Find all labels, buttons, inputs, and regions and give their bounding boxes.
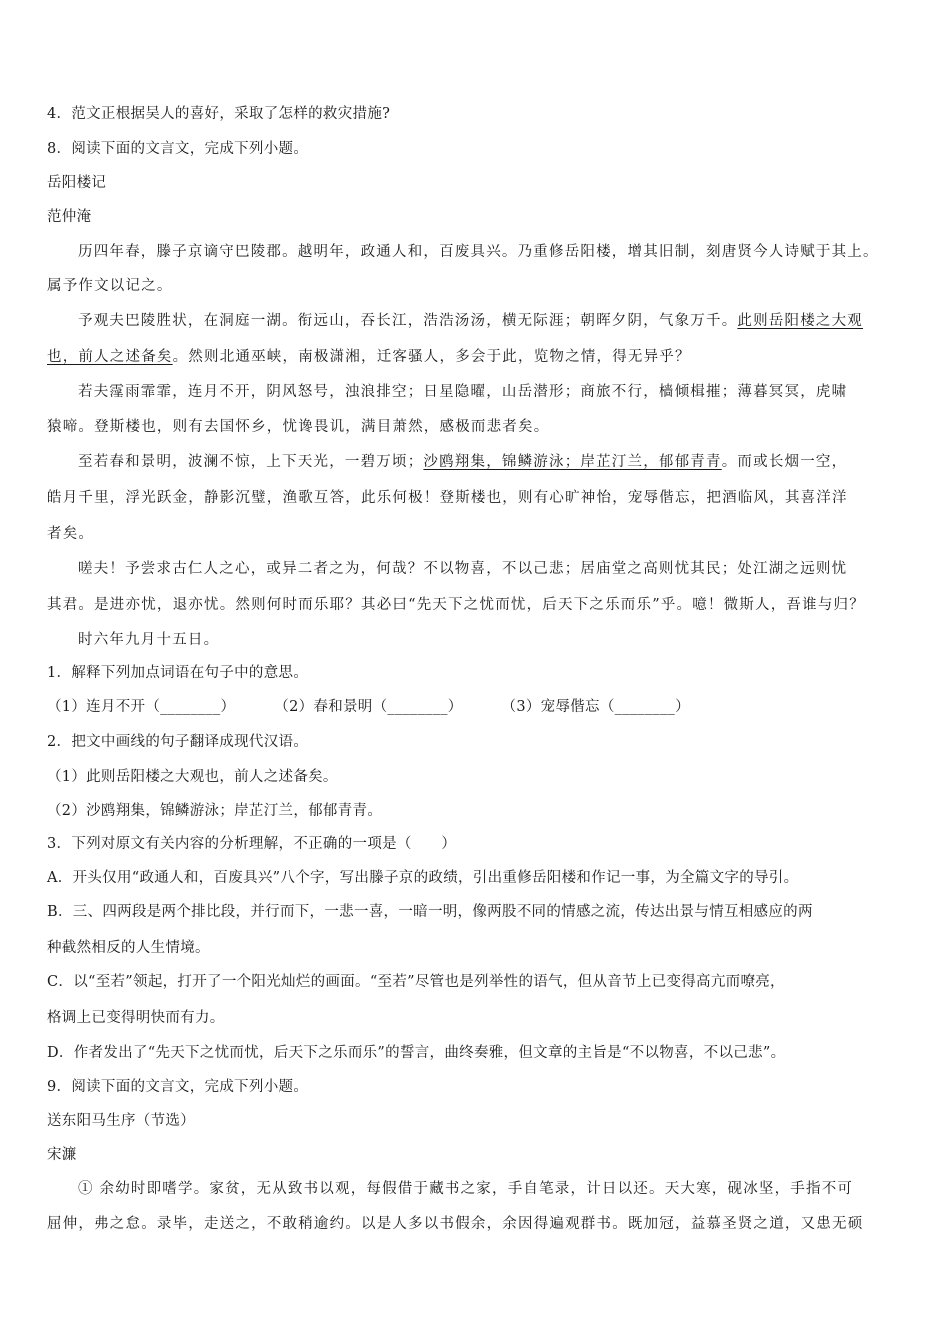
passage-paragraph-3-line-2: 猿啼。登斯楼也，则有去国怀乡，忧谗畏讥，满目萧然，感极而悲者矣。 <box>47 419 550 435</box>
subquestion-2: 2．把文中画线的句子翻译成现代汉语。 <box>47 734 309 750</box>
passage-2-paragraph-1-line-1: ① 余幼时即嗜学。家贫，无从致书以观，每假借于藏书之家，手自笔录，计日以还。天大寒，砚冰坚，手指不可 <box>78 1181 854 1197</box>
item-3-label: （3）宠辱偕忘（ <box>501 699 615 715</box>
passage-2-title: 送东阳马生序（节选） <box>47 1113 195 1129</box>
passage-2-author: 宋濂 <box>47 1147 77 1163</box>
answer-blank-1[interactable]: ________ <box>160 699 221 715</box>
passage-title: 岳阳楼记 <box>47 175 107 191</box>
question-9-intro: 9．阅读下面的文言文，完成下列小题。 <box>47 1079 309 1095</box>
option-a: A．开头仅用“政通人和，百废具兴”八个字，写出滕子京的政绩，引出重修岳阳楼和作记一事，为全篇文字的导引。 <box>47 870 799 886</box>
item-1-label: （1）连月不开（ <box>47 699 161 715</box>
subquestion-1: 1．解释下列加点词语在句子中的意思。 <box>47 665 309 681</box>
passage-2-paragraph-1-line-2: 屈伸，弗之怠。录毕，走送之，不敢稍逾约。以是人多以书假余，余因得遍观群书。既加冠，益慕圣贤之道，又患无硕 <box>47 1216 864 1232</box>
passage-paragraph-4-line-2: 皓月千里，浮光跃金，静影沉璧，渔歌互答，此乐何极！登斯楼也，则有心旷神怡，宠辱偕忘，把酒临风，其喜洋洋 <box>47 490 848 506</box>
underlined-sentence: 也，前人之述备矣 <box>47 349 173 365</box>
paragraph-text: 。而或长烟一空， <box>721 454 848 470</box>
passage-paragraph-1-line-1: 历四年春，滕子京谪守巴陵郡。越明年，政通人和，百废具兴。乃重修岳阳楼，增其旧制，刻唐贤今人诗赋于其上。 <box>78 244 879 260</box>
passage-paragraph-4-line-1 <box>78 450 847 471</box>
question-4: 4．范文正根据吴人的喜好，采取了怎样的救灾措施? <box>47 106 391 122</box>
passage-paragraph-3-line-1: 若夫霪雨霏霏，连月不开，阴风怒号，浊浪排空；日星隐曜，山岳潜形；商旅不行，樯倾楫摧；薄暮冥冥，虎啸 <box>78 384 848 400</box>
subquestion-1-items <box>47 695 690 716</box>
passage-paragraph-5-line-1: 嗟夫！予尝求古仁人之心，或异二者之为，何哉？不以物喜，不以己悲；居庙堂之高则忧其民；处江湖之远则忧 <box>78 561 848 577</box>
option-b-line-1: B．三、四两段是两个排比段，并行而下，一悲一喜，一暗一明，像两股不同的情感之流，传达出景与情互相感应的两 <box>47 904 813 920</box>
answer-blank-2[interactable]: ________ <box>387 699 448 715</box>
passage-date: 时六年九月十五日。 <box>78 632 220 648</box>
passage-paragraph-5-line-2: 其君。是进亦忧，退亦忧。然则何时而乐耶？其必曰“先天下之忧而忧，后天下之乐而乐”乎。噫！微斯人，吾谁与归？ <box>47 597 865 613</box>
option-c-line-2: 格调上已变得明快而有力。 <box>47 1010 225 1026</box>
option-b-line-2: 种截然相反的人生情境。 <box>47 940 210 956</box>
subquestion-2-item-1: （1）此则岳阳楼之大观也，前人之述备矣。 <box>47 769 338 785</box>
item-close: ） <box>447 699 463 715</box>
subquestion-2-item-2: （2）沙鸥翔集，锦鳞游泳；岸芷汀兰，郁郁青青。 <box>47 803 383 819</box>
paragraph-text: 予观夫巴陵胜状，在洞庭一湖。衔远山，吞长江，浩浩汤汤，横无际涯；朝晖夕阴，气象万千。 <box>78 313 738 329</box>
paragraph-text: 至若春和景明，波澜不惊，上下天光，一碧万顷； <box>78 454 424 470</box>
question-8-intro: 8．阅读下面的文言文，完成下列小题。 <box>47 141 309 157</box>
paragraph-text: 。然则北通巫峡，南极潇湘，迁客骚人，多会于此，览物之情，得无异乎？ <box>172 349 691 365</box>
item-close: ） <box>220 699 236 715</box>
passage-paragraph-2-line-1 <box>78 309 863 330</box>
passage-paragraph-2-line-2 <box>47 345 691 366</box>
item-close: ） <box>675 699 690 715</box>
option-d: D．作者发出了“先天下之忧而忧，后天下之乐而乐”的誓言，曲终奏雅，但文章的主旨是“不以物喜，不以己悲”。 <box>47 1045 786 1061</box>
passage-author: 范仲淹 <box>47 209 92 225</box>
answer-blank-3[interactable]: ________ <box>614 699 676 715</box>
underlined-sentence: 此则岳阳楼之大观 <box>737 313 864 329</box>
passage-paragraph-1-line-2: 属予作文以记之。 <box>47 278 173 294</box>
passage-paragraph-4-line-3: 者矣。 <box>47 526 95 542</box>
subquestion-3: 3．下列对原文有关内容的分析理解，不正确的一项是（ ） <box>47 836 457 852</box>
item-2-label: （2）春和景明（ <box>274 699 388 715</box>
underlined-sentence: 沙鸥翔集，锦鳞游泳；岸芷汀兰，郁郁青青 <box>423 454 722 470</box>
option-c-line-1: C．以“至若”领起，打开了一个阳光灿烂的画面。“至若”尽管也是列举性的语气，但从音节上已变得高亢而嘹亮， <box>47 974 785 990</box>
